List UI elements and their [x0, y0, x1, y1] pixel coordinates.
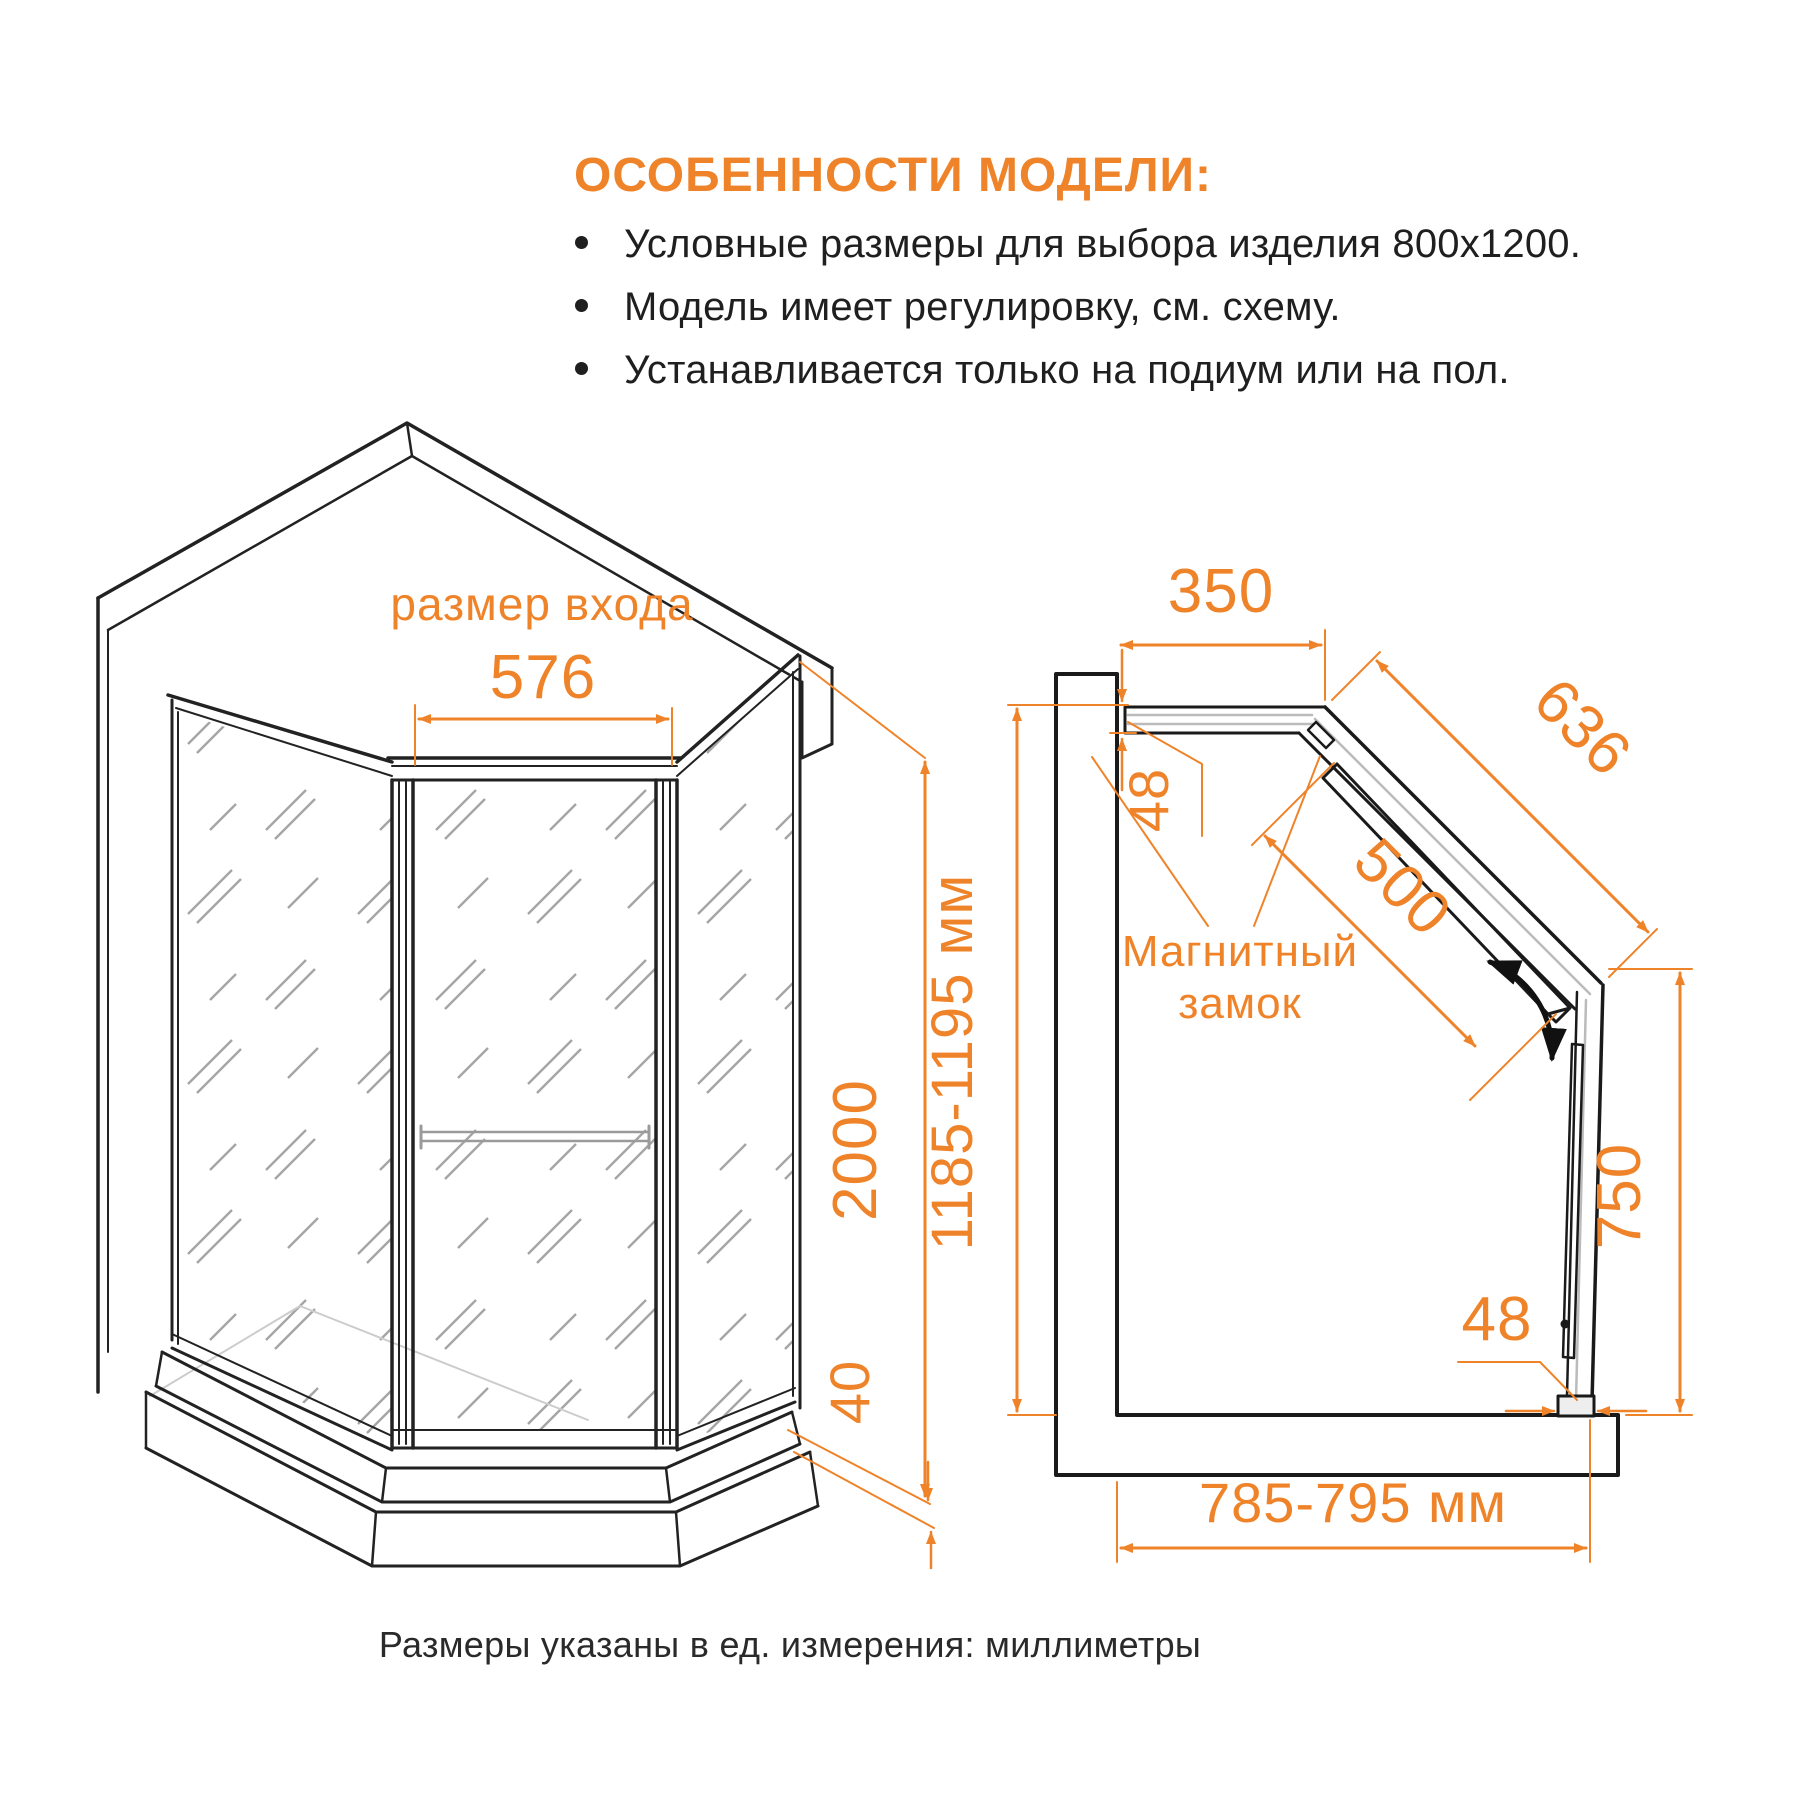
height-value: 2000	[821, 1079, 890, 1221]
feature-text: Условные размеры для выбора изделия 800x1200.	[624, 222, 1582, 266]
tray-lip-value: 40	[818, 1359, 881, 1425]
wall-end-cap	[802, 668, 832, 758]
side-panel-length-value: 750	[1585, 1142, 1654, 1250]
profile-depth-bottom-value: 48	[1461, 1285, 1533, 1354]
isometric-view	[98, 423, 934, 1568]
units-note: Размеры указаны в ед. измерения: миллиметры	[378, 1624, 1202, 1665]
glass-panels	[178, 672, 793, 1446]
plan-fixed-panel	[1125, 707, 1325, 733]
plan-view	[920, 557, 1692, 1562]
depth-range-value: 1185-1195 мм	[920, 873, 985, 1251]
fastener-dot	[1561, 1320, 1570, 1329]
door-width-value: 500	[1340, 825, 1465, 950]
diagonal-length-value: 636	[1520, 665, 1645, 790]
entrance-width-value: 576	[489, 643, 597, 712]
width-range-value: 785-795 мм	[1198, 1471, 1508, 1534]
entrance-label: размер входа	[390, 578, 694, 630]
tray-lip-extensions	[788, 1430, 934, 1528]
podium-bottom	[146, 1448, 818, 1566]
page-title: ОСОБЕННОСТИ МОДЕЛИ:	[573, 149, 1213, 202]
feature-text: Устанавливается только на подиум или на пол.	[624, 348, 1510, 392]
height-leader	[800, 662, 925, 758]
fixed-panel-width-value: 350	[1167, 557, 1275, 626]
profile-depth-top-value: 48	[1117, 767, 1180, 833]
magnetic-lock-label-2: замок	[1178, 979, 1302, 1028]
feature-text: Модель имеет регулировку, см. схему.	[624, 285, 1341, 329]
magnetic-lock-label-1: Магнитный	[1121, 927, 1359, 976]
